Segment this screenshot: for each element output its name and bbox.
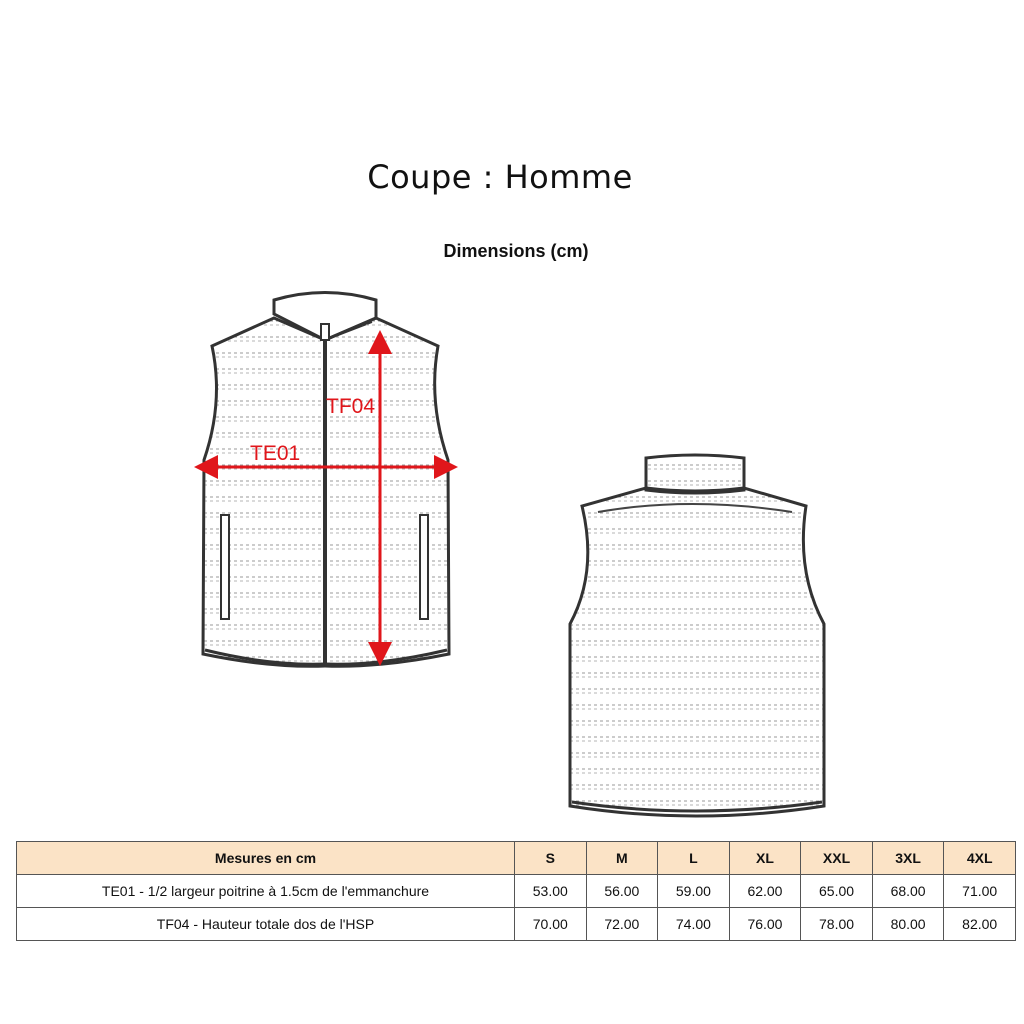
header-size: 4XL bbox=[944, 842, 1016, 875]
header-size: M bbox=[586, 842, 658, 875]
table-row bbox=[17, 908, 1016, 941]
tf04-label: TF04 bbox=[326, 395, 376, 418]
te01-label: TE01 bbox=[250, 442, 301, 465]
table-cell: 65.00 bbox=[801, 875, 873, 908]
table-cell: 56.00 bbox=[586, 875, 658, 908]
vest-back-view bbox=[570, 455, 824, 816]
row-label: TF04 - Hauteur totale dos de l'HSP bbox=[17, 908, 515, 941]
table-cell: 74.00 bbox=[658, 908, 730, 941]
table-cell: 80.00 bbox=[872, 908, 944, 941]
table-cell: 53.00 bbox=[515, 875, 587, 908]
table-cell: 78.00 bbox=[801, 908, 873, 941]
dimensions-heading: Dimensions (cm) bbox=[443, 241, 589, 261]
table-cell: 68.00 bbox=[872, 875, 944, 908]
header-size: 3XL bbox=[872, 842, 944, 875]
table-row bbox=[17, 875, 1016, 908]
vest-front-view bbox=[203, 293, 449, 667]
row-label: TE01 - 1/2 largeur poitrine à 1.5cm de l'emmanchure bbox=[17, 875, 515, 908]
table-cell: 70.00 bbox=[515, 908, 587, 941]
header-size: XL bbox=[729, 842, 801, 875]
table-cell: 71.00 bbox=[944, 875, 1016, 908]
size-table-header-row bbox=[17, 842, 1016, 875]
header-size: L bbox=[658, 842, 730, 875]
table-cell: 72.00 bbox=[586, 908, 658, 941]
header-size: XXL bbox=[801, 842, 873, 875]
header-size: S bbox=[515, 842, 587, 875]
page-title: Coupe : Homme bbox=[367, 158, 633, 196]
table-cell: 76.00 bbox=[729, 908, 801, 941]
header-measures: Mesures en cm bbox=[17, 842, 515, 875]
table-cell: 59.00 bbox=[658, 875, 730, 908]
table-cell: 62.00 bbox=[729, 875, 801, 908]
size-table bbox=[16, 841, 1016, 941]
table-cell: 82.00 bbox=[944, 908, 1016, 941]
